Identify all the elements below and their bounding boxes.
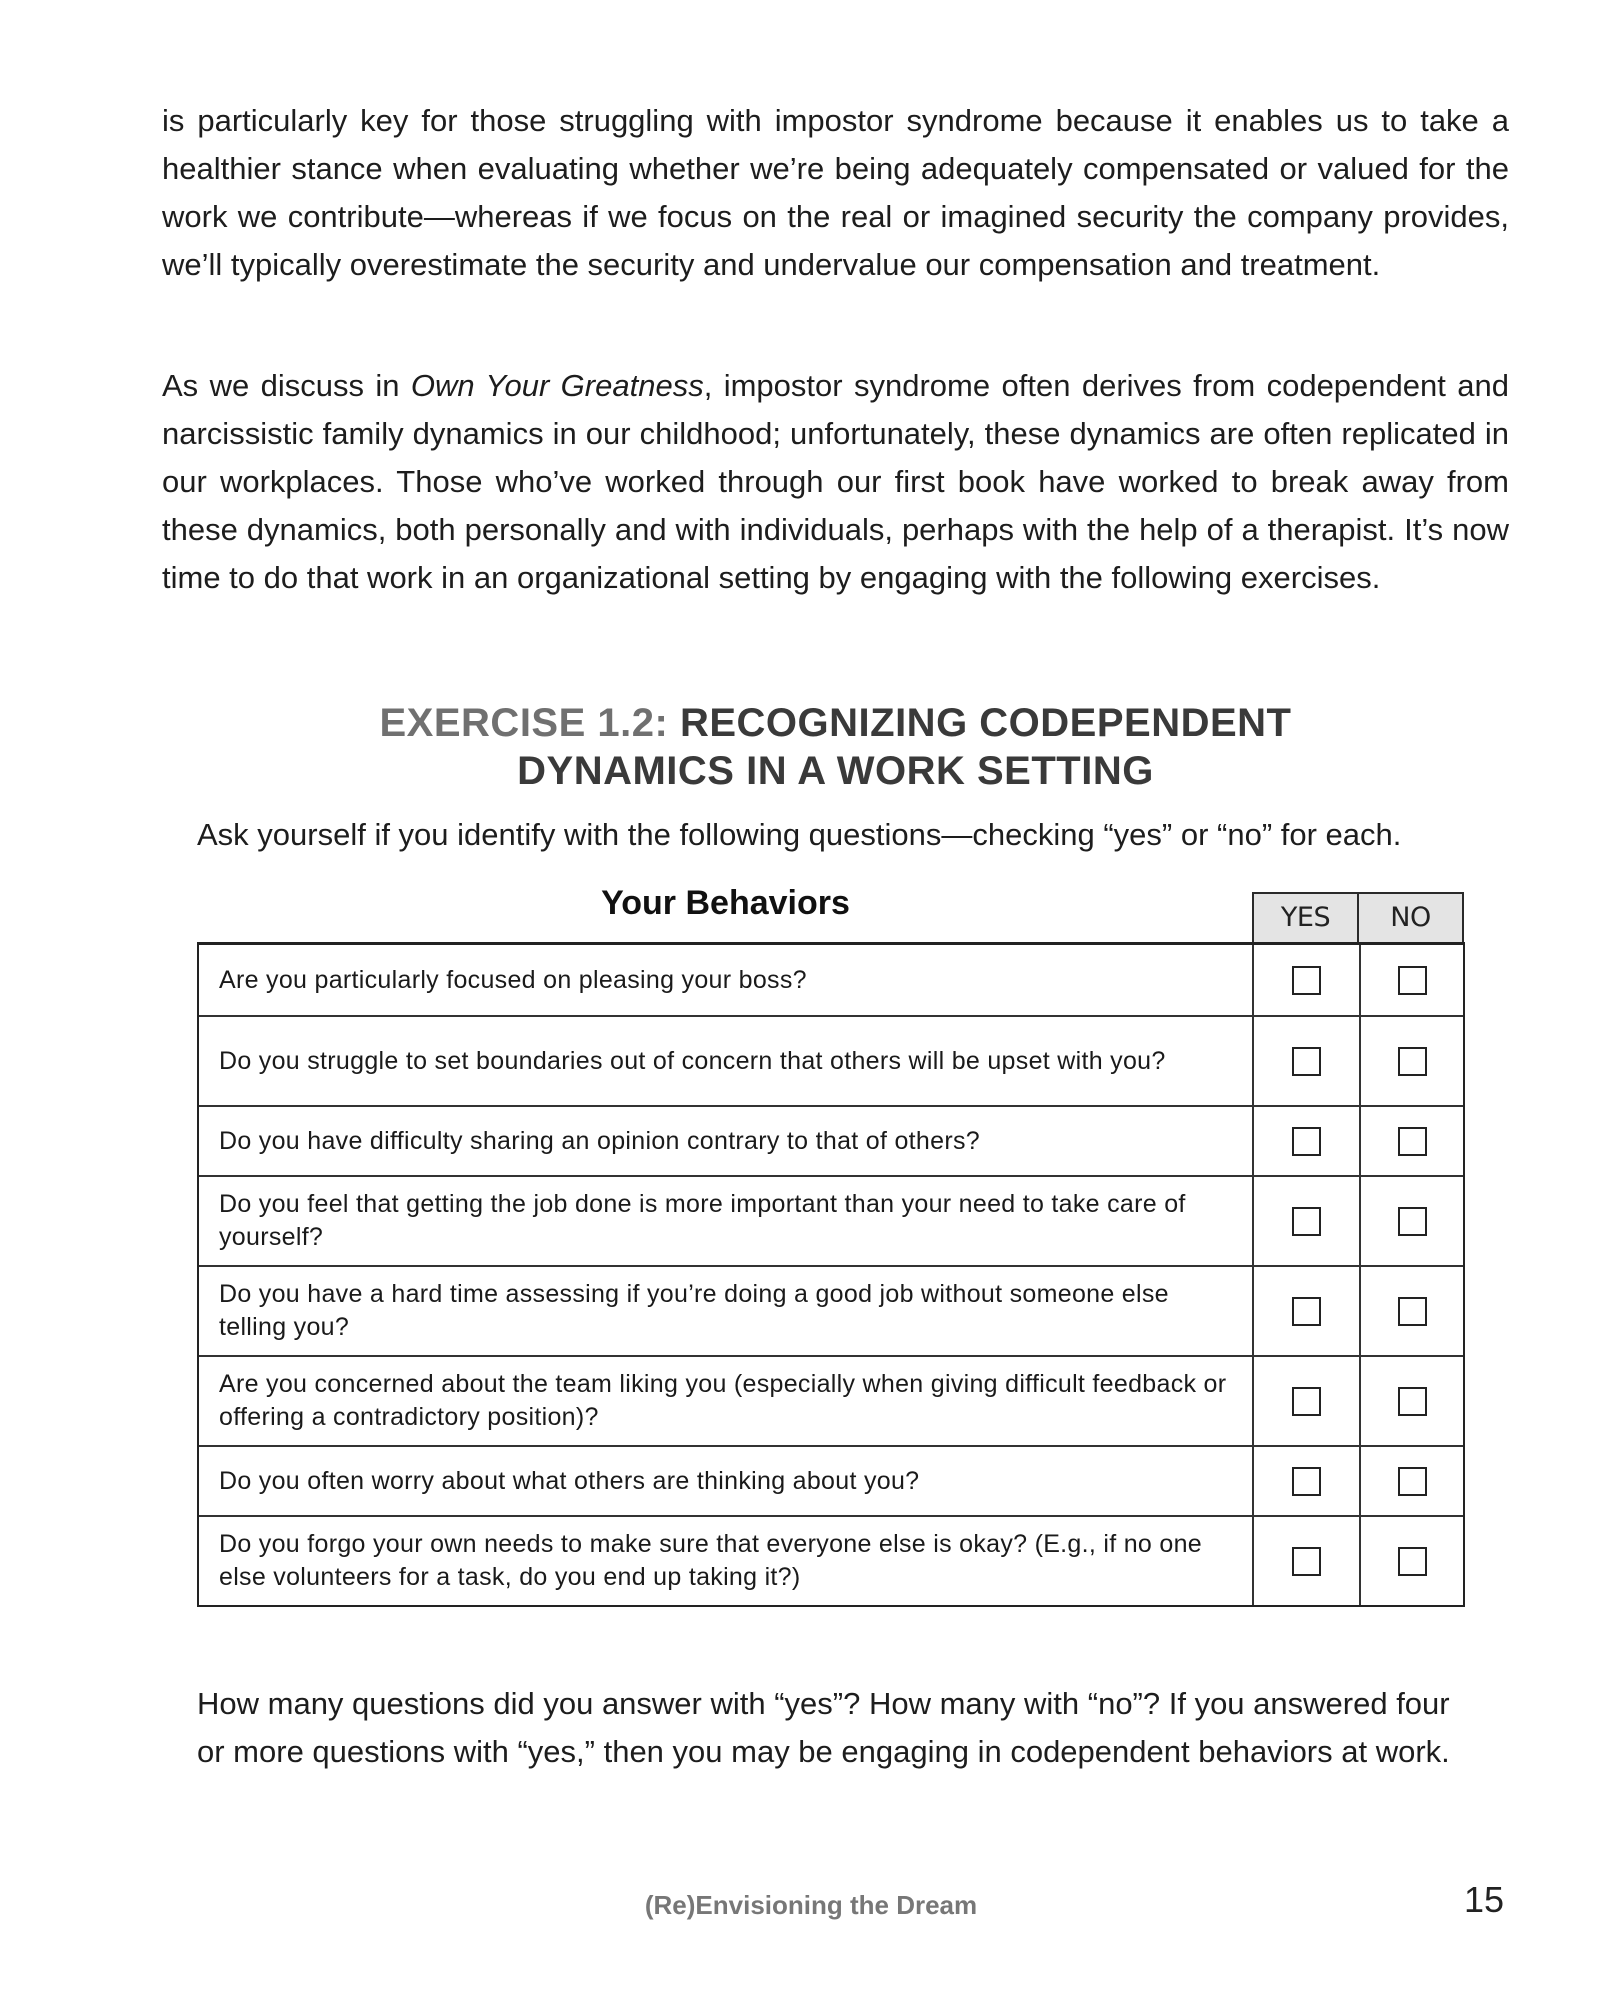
yes-checkbox[interactable] — [1292, 1207, 1321, 1236]
question-text: Do you feel that getting the job done is more important than your need to take care of yourself? — [219, 1190, 1186, 1251]
table-row — [199, 1445, 1463, 1515]
paragraph-2-text-end: , impostor syndrome often derives from codependent and narcissistic family dynamics in our childhood; unfortunately, these dynamics are often replicated in our workplaces. Those who’ve worked through our first book have worked to break away from these dynamics, both personally and with individuals, perhaps with the help of a therapist. It’s now time to do that work in an organizational setting by engaging with the following exercises. — [162, 368, 1509, 595]
no-cell — [1359, 1517, 1463, 1605]
question-text: Do you have a hard time assessing if you’re doing a good job without someone else telling you? — [219, 1280, 1169, 1341]
question-text: Do you forgo your own needs to make sure that everyone else is okay? (E.g., if no one else volunteers for a task, do you end up taking it?) — [219, 1530, 1202, 1591]
no-cell — [1359, 945, 1463, 1015]
yes-cell — [1252, 1107, 1359, 1175]
exercise-title-line-2: DYNAMICS IN A WORK SETTING — [517, 749, 1154, 793]
table-row — [199, 945, 1463, 1015]
yes-checkbox[interactable] — [1292, 1387, 1321, 1416]
running-footer-title: (Re)Envisioning the Dream — [644, 1890, 978, 1920]
table-row — [199, 1515, 1463, 1605]
column-header-yes-label: YES — [1280, 902, 1331, 933]
no-checkbox[interactable] — [1398, 1387, 1427, 1416]
yes-checkbox[interactable] — [1292, 1547, 1321, 1576]
no-checkbox[interactable] — [1398, 1467, 1427, 1496]
no-checkbox[interactable] — [1398, 1297, 1427, 1326]
no-cell — [1359, 1107, 1463, 1175]
no-cell — [1359, 1017, 1463, 1105]
no-checkbox[interactable] — [1398, 1127, 1427, 1156]
table-heading: Your Behaviors — [601, 884, 850, 922]
yes-checkbox[interactable] — [1292, 1297, 1321, 1326]
body-paragraph-1: is particularly key for those struggling with impostor syndrome because it enables us to take a healthier stance when evaluating whether we’re being adequately compensated or valued for the work we contribute—whereas if we focus on the real or imagined security the company provides, we’ll typically overestimate the security and undervalue our compensation and treatment. — [162, 103, 1509, 282]
yes-cell — [1252, 1357, 1359, 1445]
question-text: Do you struggle to set boundaries out of concern that others will be upset with you? — [219, 1046, 1166, 1075]
column-header-no-label: NO — [1390, 902, 1431, 933]
exercise-title — [162, 699, 1509, 795]
page-number: 15 — [1463, 1879, 1504, 1920]
yes-cell — [1252, 1447, 1359, 1515]
yes-checkbox[interactable] — [1292, 1127, 1321, 1156]
question-text: Do you have difficulty sharing an opinion contrary to that of others? — [219, 1126, 980, 1155]
no-cell — [1359, 1447, 1463, 1515]
exercise-label: EXERCISE 1.2: — [379, 701, 669, 745]
yes-cell — [1252, 945, 1359, 1015]
closing-paragraph: How many questions did you answer with “yes”? How many with “no”? If you answered four or more questions with “yes,” then you may be engaging in codependent behaviors at work. — [197, 1686, 1450, 1769]
question-text: Do you often worry about what others are thinking about you? — [219, 1466, 920, 1495]
behaviors-table — [197, 942, 1465, 1607]
no-cell — [1359, 1177, 1463, 1265]
column-header-yes — [1252, 892, 1359, 944]
yes-checkbox[interactable] — [1292, 966, 1321, 995]
question-text: Are you concerned about the team liking you (especially when giving difficult feedback or offering a contradictory position)? — [219, 1370, 1227, 1431]
yes-checkbox[interactable] — [1292, 1047, 1321, 1076]
table-row — [199, 1015, 1463, 1105]
no-cell — [1359, 1357, 1463, 1445]
body-paragraph-2 — [162, 362, 1509, 602]
no-checkbox[interactable] — [1398, 1207, 1427, 1236]
yes-cell — [1252, 1017, 1359, 1105]
book-title-italic: Own Your Greatness — [410, 368, 704, 403]
paragraph-2-text-start: As we discuss in — [162, 368, 411, 403]
table-row — [199, 1105, 1463, 1175]
yes-cell — [1252, 1517, 1359, 1605]
yes-cell — [1252, 1177, 1359, 1265]
table-row — [199, 1175, 1463, 1265]
yes-checkbox[interactable] — [1292, 1467, 1321, 1496]
yes-cell — [1252, 1267, 1359, 1355]
no-cell — [1359, 1267, 1463, 1355]
table-row — [199, 1265, 1463, 1355]
question-text: Are you particularly focused on pleasing your boss? — [219, 965, 807, 994]
no-checkbox[interactable] — [1398, 1547, 1427, 1576]
no-checkbox[interactable] — [1398, 1047, 1427, 1076]
column-header-no — [1357, 892, 1464, 944]
exercise-title-line-1: RECOGNIZING CODEPENDENT — [679, 701, 1292, 745]
exercise-instructions: Ask yourself if you identify with the following questions—checking “yes” or “no” for each. — [197, 817, 1402, 852]
no-checkbox[interactable] — [1398, 966, 1427, 995]
table-row — [199, 1355, 1463, 1445]
